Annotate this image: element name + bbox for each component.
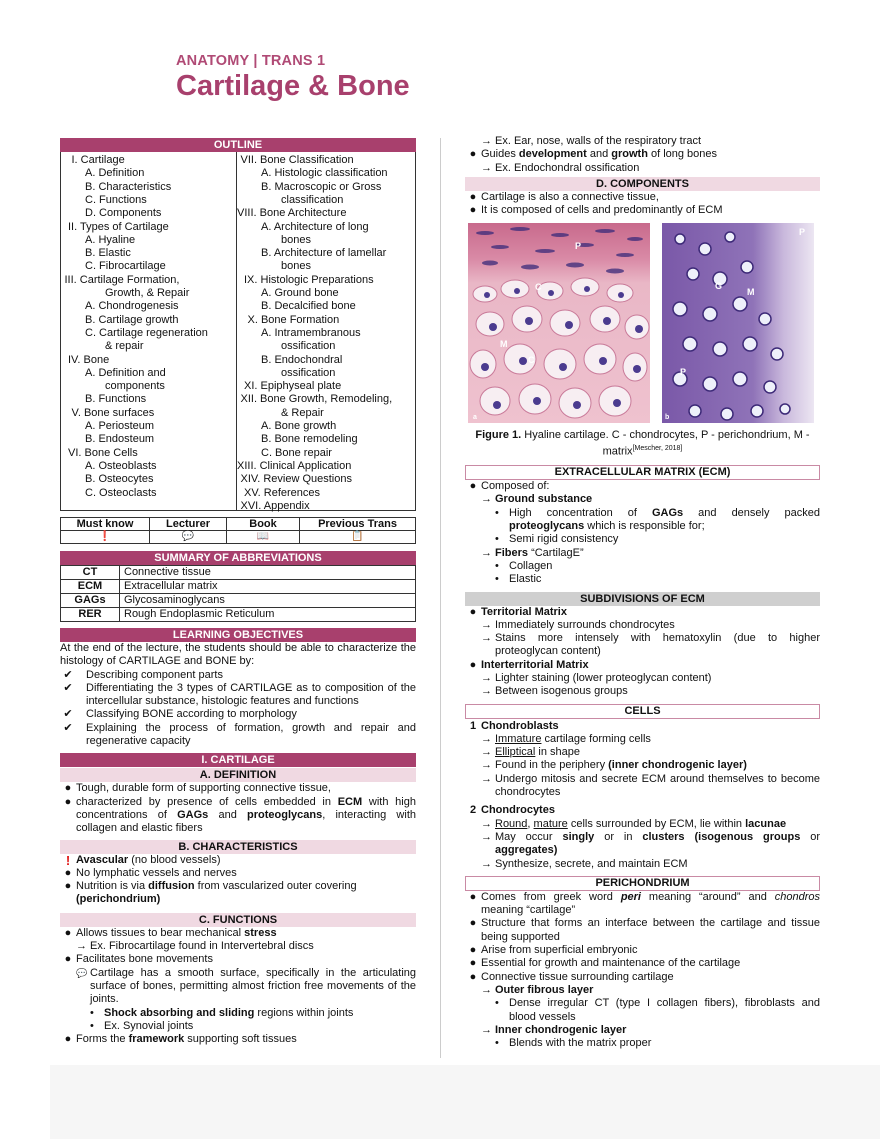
list-item: 1 Chondroblasts <box>469 719 559 732</box>
outline-item: & Repair <box>281 406 324 419</box>
outline-box <box>60 152 416 511</box>
outline-item: C. Functions <box>85 193 147 206</box>
list-item: ● Facilitates bone movements <box>60 953 416 966</box>
checkmark-icon: ✔ <box>63 721 73 734</box>
perichondrium-heading: PERICHONDRIUM <box>465 876 820 891</box>
table-row <box>61 594 416 608</box>
arrow-icon: → <box>481 746 492 759</box>
bullet-icon: ● <box>64 795 72 808</box>
bullet-icon: ● <box>469 957 477 970</box>
bullet-icon: ● <box>469 658 477 671</box>
abbr-value: Connective tissue <box>120 566 416 580</box>
legend-book: Book <box>227 518 300 531</box>
list-item: → Immature cartilage forming cells <box>481 732 651 745</box>
outline-item: B. Cartilage growth <box>85 313 179 326</box>
figure-label: b <box>665 414 670 422</box>
outline-item: IX. Histologic Preparations <box>244 273 374 286</box>
outline-item: II. Types of Cartilage <box>68 220 169 233</box>
list-item: ! Avascular (no blood vessels) <box>60 854 416 867</box>
list-item: → Undergo mitosis and secrete ECM around themselves to become chondrocytes <box>481 772 820 799</box>
outline-item: D. Components <box>85 207 162 220</box>
outline-item: B. Osteocytes <box>85 473 154 486</box>
list-item: • Dense irregular CT (type I collagen fibers), fibroblasts and blood vessels <box>495 997 820 1023</box>
list-item: → Lighter staining (lower proteoglycan content) <box>481 672 712 684</box>
bullet-icon: • <box>495 1037 499 1050</box>
bullet-icon: • <box>495 533 499 546</box>
table-row <box>61 566 416 580</box>
outline-item: V. Bone surfaces <box>71 406 155 419</box>
list-item: → Stains more intensely with hematoxylin (due to higher proteoglycan content) <box>481 632 820 658</box>
outline-item: XIII. Clinical Application <box>237 459 352 472</box>
abbr-value: Extracellular matrix <box>120 580 416 594</box>
definition-heading: A. DEFINITION <box>60 768 416 782</box>
legend-table <box>60 517 416 544</box>
checkmark-icon: ✔ <box>63 681 73 694</box>
outline-item: A. Osteoblasts <box>85 459 157 472</box>
outline-item: B. Decalcified bone <box>261 300 356 313</box>
abbreviations-heading: SUMMARY OF ABBREVIATIONS <box>60 551 416 565</box>
list-item: → Round, mature cells surrounded by ECM, lie within lacunae <box>481 817 787 830</box>
outline-item: A. Architecture of long <box>261 220 369 233</box>
bullet-icon: • <box>495 997 499 1010</box>
list-item: → Fibers “CartilagE” <box>481 546 584 559</box>
table-row <box>61 580 416 594</box>
course-label: ANATOMY | TRANS 1 <box>176 53 326 69</box>
bullet-icon: ● <box>64 782 72 795</box>
figure-label: G <box>715 281 723 292</box>
bullet-icon: • <box>90 1006 94 1019</box>
abbr-key: GAGs <box>61 594 120 608</box>
bullet-icon: ● <box>64 880 72 893</box>
outline-item: A. Intramembranous <box>261 326 361 339</box>
exclamation-icon: ! <box>65 852 71 868</box>
outline-item: ossification <box>281 340 336 353</box>
bullet-icon: • <box>90 1019 94 1032</box>
list-item: • Ex. Synovial joints <box>90 1019 194 1032</box>
speech-bubble-icon: 💬 <box>76 967 88 978</box>
list-item: • Blends with the matrix proper <box>495 1037 652 1050</box>
figure-label: M <box>500 339 508 350</box>
outline-item: B. Functions <box>85 393 147 406</box>
list-item: → Between isogenous groups <box>481 685 628 698</box>
components-heading: D. COMPONENTS <box>465 177 820 191</box>
figure-label: C <box>528 355 535 366</box>
list-item: • Collagen <box>495 559 553 572</box>
list-item: ● Interterritorial Matrix <box>465 659 820 672</box>
outline-item: A. Ground bone <box>261 287 339 299</box>
objectives-heading: LEARNING OBJECTIVES <box>60 628 416 642</box>
list-item: 2 Chondrocytes <box>469 804 555 817</box>
outline-item: X. Bone Formation <box>247 313 340 326</box>
list-item: ✔ Classifying BONE according to morphology <box>60 708 416 721</box>
list-item: → Inner chondrogenic layer <box>481 1023 627 1036</box>
table-row <box>61 608 416 622</box>
bullet-icon: ● <box>64 953 72 966</box>
list-item: ● Arise from superficial embryonic <box>465 944 820 957</box>
outline-item: VI. Bone Cells <box>68 446 138 459</box>
hyaline-cartilage-figure <box>465 219 820 429</box>
figure-label: P <box>680 367 687 378</box>
characteristics-heading: B. CHARACTERISTICS <box>60 840 416 854</box>
arrow-icon: → <box>481 983 492 996</box>
outline-item: C. Bone repair <box>261 446 332 459</box>
cells-heading: CELLS <box>465 704 820 719</box>
abbr-value: Glycosaminoglycans <box>120 594 416 608</box>
arrow-icon: → <box>481 817 492 830</box>
outline-item: & repair <box>105 340 144 353</box>
outline-item: A. Periosteum <box>85 420 155 432</box>
list-item: ● It is composed of cells and predominantly of ECM <box>465 204 820 217</box>
outline-item: B. Bone remodeling <box>261 433 358 446</box>
list-item: ● Comes from greek word peri meaning “around” and chondros meaning “cartilage” <box>465 891 820 918</box>
bullet-icon: ● <box>469 148 477 161</box>
arrow-icon: → <box>481 685 492 698</box>
legend-previous-trans: Previous Trans <box>300 518 416 531</box>
list-item: → Ex. Ear, nose, walls of the respiratory tract <box>481 135 702 147</box>
figure-label: C <box>535 282 542 293</box>
figure-label: P <box>799 227 806 238</box>
outline-item: B. Endosteum <box>85 433 155 446</box>
ecm-heading: EXTRACELLULAR MATRIX (ECM) <box>465 465 820 480</box>
abbr-key: ECM <box>61 580 120 594</box>
list-item: ● No lymphatic vessels and nerves <box>60 867 416 880</box>
list-item: → Ex. Fibrocartilage found in Intervertebral discs <box>76 940 314 953</box>
checkmark-icon: ✔ <box>63 668 73 681</box>
book-icon: 📖 <box>227 531 300 544</box>
arrow-icon: → <box>481 1023 492 1036</box>
list-item: ● Connective tissue surrounding cartilage <box>465 971 820 984</box>
list-item: → Synthesize, secrete, and maintain ECM <box>481 857 688 870</box>
bullet-icon: ● <box>64 926 72 939</box>
figure-label: M <box>747 287 755 298</box>
list-item: ✔ Describing component parts <box>60 669 416 682</box>
outline-item: B. Architecture of lamellar <box>261 247 387 260</box>
list-item: → May occur singly or in clusters (isogenous groups or aggregates) <box>481 830 821 857</box>
list-item: → Immediately surrounds chondrocytes <box>481 618 675 631</box>
list-item: ● Nutrition is via diffusion from vascularized outer covering (perichondrium) <box>60 880 416 907</box>
abbr-key: CT <box>61 566 120 580</box>
outline-item: VII. Bone Classification <box>240 154 354 166</box>
bullet-icon: ● <box>469 890 477 903</box>
list-item: ● Tough, durable form of supporting connective tissue, <box>60 782 416 795</box>
legend-lecturer: Lecturer <box>150 518 227 531</box>
page-title: Cartilage & Bone <box>176 70 410 102</box>
list-item: • Semi rigid consistency <box>495 533 619 546</box>
bullet-icon: ● <box>469 605 477 618</box>
list-item: → Ground substance <box>481 493 593 506</box>
outline-item: A. Definition and <box>85 366 166 379</box>
micrograph-image <box>465 219 820 429</box>
bullet-icon: • <box>495 559 499 572</box>
functions-heading: C. FUNCTIONS <box>60 913 416 927</box>
outline-item: bones <box>281 233 311 246</box>
abbr-value: Rough Endoplasmic Reticulum <box>120 608 416 622</box>
column-divider <box>440 138 441 1058</box>
outline-item: XIV. Review Questions <box>240 473 352 486</box>
arrow-icon: → <box>481 546 492 559</box>
figure-label: P <box>575 241 582 252</box>
clipboard-icon: 📋 <box>300 531 416 544</box>
arrow-icon: → <box>481 830 492 843</box>
objectives-intro: At the end of the lecture, the students should be able to characterize the histology of CARTILAGE and BONE by: <box>60 642 416 668</box>
list-item: ● Essential for growth and maintenance of the cartilage <box>465 957 820 970</box>
outline-item: B. Elastic <box>85 247 131 260</box>
bullet-icon: ● <box>469 944 477 957</box>
outline-item: III. Cartilage Formation, <box>64 273 180 286</box>
outline-item: C. Osteoclasts <box>85 486 157 499</box>
list-item: ✔ Differentiating the 3 types of CARTILAGE as to composition of the intercellular substance, histologic features and functions <box>60 682 416 709</box>
micrograph-panel-b <box>662 223 814 423</box>
outline-column-divider <box>236 152 237 510</box>
list-item: → Found in the periphery (inner chondrogenic layer) <box>481 759 747 772</box>
outline-item: ossification <box>281 366 336 379</box>
outline-item: A. Hyaline <box>85 233 136 246</box>
abbr-key: RER <box>61 608 120 622</box>
arrow-icon: → <box>481 632 492 645</box>
list-item: ● Composed of: <box>465 480 820 493</box>
list-item: ● Guides development and growth of long bones <box>465 148 820 161</box>
checkmark-icon: ✔ <box>63 708 73 721</box>
arrow-icon: → <box>481 857 492 870</box>
outline-heading: OUTLINE <box>60 138 416 152</box>
outline-item: A. Definition <box>85 167 145 180</box>
outline-item: B. Macroscopic or Gross <box>261 180 382 193</box>
figure-caption: Figure 1. Hyaline cartilage. C - chondrocytes, P - perichondrium, M - matrix[Mescher, 2018] <box>475 429 810 459</box>
outline-item: A. Bone growth <box>261 420 337 432</box>
outline-item: C. Cartilage regeneration <box>85 326 208 339</box>
outline-item: XII. Bone Growth, Remodeling, <box>240 393 393 406</box>
bullet-icon: ● <box>64 1033 72 1046</box>
bullet-icon: ● <box>64 866 72 879</box>
list-item: → Elliptical in shape <box>481 746 581 759</box>
outline-item: A. Chondrogenesis <box>85 300 179 313</box>
arrow-icon: → <box>481 135 492 147</box>
list-item: → Outer fibrous layer <box>481 983 594 996</box>
outline-item: B. Characteristics <box>85 180 172 193</box>
exclamation-icon: ❗ <box>61 531 150 544</box>
outline-item: IV. Bone <box>68 353 110 366</box>
outline-item: XI. Epiphyseal plate <box>244 380 342 393</box>
bullet-icon: ● <box>469 480 477 493</box>
arrow-icon: → <box>76 940 87 953</box>
outline-item: bones <box>281 260 311 273</box>
list-item: ✔ Explaining the process of formation, growth and repair and regenerative capacity <box>60 722 416 749</box>
list-item: ● Allows tissues to bear mechanical stress <box>60 927 416 940</box>
abbreviations-table <box>60 565 416 622</box>
outline-item: B. Endochondral <box>261 353 343 366</box>
legend-must-know: Must know <box>61 518 150 531</box>
bullet-icon: • <box>495 506 499 519</box>
arrow-icon: → <box>481 772 492 785</box>
outline-item: components <box>105 380 165 393</box>
list-item: ● Territorial Matrix <box>465 606 820 619</box>
arrow-icon: → <box>481 618 492 631</box>
bullet-icon: ● <box>469 970 477 983</box>
arrow-icon: → <box>481 759 492 772</box>
bullet-icon: • <box>495 573 499 586</box>
arrow-icon: → <box>481 732 492 745</box>
outline-item: C. Fibrocartilage <box>85 260 166 273</box>
subdivisions-heading: SUBDIVISIONS OF ECM <box>465 592 820 606</box>
arrow-icon: → <box>481 493 492 506</box>
bullet-icon: ● <box>469 190 477 203</box>
arrow-icon: → <box>481 672 492 684</box>
list-item: • Elastic <box>495 573 542 586</box>
left-column <box>60 138 416 1046</box>
outline-item: XVI. Appendix <box>240 499 310 512</box>
outline-item: A. Histologic classification <box>261 167 388 180</box>
arrow-icon: → <box>481 161 492 174</box>
speech-bubble-icon: 💬 <box>150 531 227 544</box>
list-item: → Ex. Endochondral ossification <box>481 161 640 174</box>
footer-band <box>50 1065 880 1139</box>
cartilage-heading: I. CARTILAGE <box>60 753 416 767</box>
outline-item: I. Cartilage <box>71 154 125 166</box>
bullet-icon: ● <box>469 204 477 217</box>
outline-item: XV. References <box>244 486 321 499</box>
outline-item: Growth, & Repair <box>105 287 190 299</box>
list-item: ● Structure that forms an interface between the cartilage and tissue being supported <box>465 917 820 944</box>
list-item: ● Cartilage is also a connective tissue, <box>465 191 820 204</box>
list-item: • Shock absorbing and sliding regions within joints <box>90 1006 354 1019</box>
list-item: • High concentration of GAGs and densely packed proteoglycans which is responsible for; <box>495 506 820 533</box>
list-item: ● Forms the framework supporting soft tissues <box>60 1033 416 1046</box>
figure-label: a <box>473 414 477 422</box>
list-item: ● characterized by presence of cells embedded in ECM with high concentrations of GAGs and proteoglycans, interacting with collagen and elastic fibers <box>60 796 416 836</box>
bullet-icon: ● <box>469 917 477 930</box>
right-column <box>465 135 820 1050</box>
outline-item: VIII. Bone Architecture <box>237 207 347 220</box>
outline-item: classification <box>281 193 344 206</box>
list-item: 💬 Cartilage has a smooth surface, specifically in the articulating surface of bones, permitting almost friction free movements of the joints. <box>76 966 416 1006</box>
